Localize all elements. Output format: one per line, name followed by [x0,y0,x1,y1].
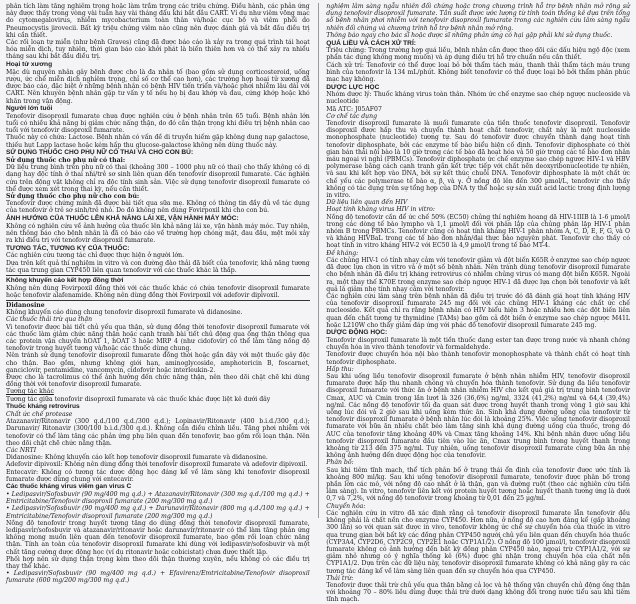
italic-heading: Dữ liệu liên quan đến HIV [326,199,408,207]
subheading: Didanosine [6,301,45,309]
italic-heading: Chuyển hóa: [326,502,366,510]
paragraph: Nên tránh sử dụng tenofovir disoproxil fumarate đồng thời hoặc gần đây với một thuốc gây độc cho thận. Bao gồm, nhưng không giới hạn, aminoglycoside, amphotericin B, foscarnet, ganciclovir, pentamidine, vancomycin, cidofovir hoặc interleukin-2. [6,352,310,374]
paragraph: Dữ liệu trung bình trên phụ nữ có thai (khoảng 300 – 1000 phụ nữ có thai) cho thấy không có dị dạng hay độc tính ở thai nhi/trẻ sơ sinh liên quan đến tenofovir disoproxil fumarate. Các nghiên cứu trên động vật không chỉ ra độc tính sinh sản. Việc sử dụng tenofovir disoproxil fumarate có thể được xem xét trong thai kỳ, nếu cần thiết. [6,164,310,193]
paragraph: Dựa trên kết quả thí nghiệm in vitro và con đường đào thải đã biết của tenofovir, khả năng tương tác qua trung gian CYP450 liên quan tenofovir với các thuốc khác là thấp. [6,259,310,274]
paragraph: Các rối loạn tự miễn (như bệnh Graves) cũng đã được báo cáo là xảy ra trong quá trình tái hoạt hóa miễn dịch, tuy nhiên, thời gian báo cáo khởi phát là biến thiên hơn và có thể xảy ra nhiều tháng sau khi bắt đầu điều trị. [6,39,310,61]
paragraph: Atazanavir/Ritonavir (300 q.d./100 q.d./300 q.d.); Lopinavir/Ritonavir (400 b.i.d./300 q.d.); Darunavir/ Ritonavir (300/100 b.i.d./300 q.d.). Không cần điều chỉnh liều. Tăng phơi nhiễm với tenofovir có thể làm tăng các phản ứng phụ liên quan đến tenofovir, bao gồm rối loạn thận. Nên theo dõi chặt chẽ chức năng thận. [6,418,310,447]
paragraph: Nồng độ tenofovir trong huyết tương tăng do dùng đồng thời tenofovir disoproxil fumarate, ledipasvir/sofosbuvir và atazanavir/ritonavir hoặc darunavir/ritonavir có thể làm tăng phản ứng không mong muốn liên quan đến tenofovir disoproxil fumarate, bao gồm rối loạn chức năng thận. Tính an toàn của tenofovir disoproxil fumarate khi dùng với ledipasvir/sofosbuvir và một chất tăng cường dược động học (ví dụ ritonavir hoặc cobicistat) chưa được thiết lập. [6,519,310,556]
paragraph: Cách xử trí: Tenofovir có thể được loại bỏ bởi thẩm tách máu, thanh thải thẩm tách máu trung bình của tenofovir là 134 mL/phút. Không biết tenofovir có thể được loại bỏ bởi thẩm phân phúc mạc hay không. [326,61,630,83]
paragraph: Tenofovir disoproxil fumarate chưa được nghiên cứu ở bệnh nhân trên 65 tuổi. Bệnh nhân lớn tuổi có nhiều khả năng bị giảm chức năng thận, do đó cần thận trọng khi điều trị bệnh nhân cao tuổi với tenofovir disoproxil fumarate. [6,112,310,135]
paragraph: Các chủng HIV-1 có tính nhạy cảm với tenofovir giảm và đột biến K65R ở enzyme sao chép ngược đã được lựa chọn in vitro và ở một số bệnh nhân. Nên tránh dùng tenofovir disoproxil fumarate cho bệnh nhân đã điều trị kháng retrovirus có nhiễm chủng virus có mang đột biến K65R. Ngoài ra, một thay thế K70E trong enzyme sao chép ngược HIV-1 đã được lựa chọn bởi tenofovir và kết quả là giảm nhẹ tính nhạy cảm với tenofovir. [326,256,630,293]
paragraph: Tenofovir disoproxil fumarate là một tiền thuốc dạng ester tan được trong nước và nhanh chóng chuyển hóa in vivo thành tenofovir và formaldehyde. [326,337,630,352]
section-heading: SỬ DỤNG THUỐC CHO PHỤ NỮ CÓ THAI VÀ CHO CON BÚ: [6,149,194,157]
paragraph: Tương tác giữa tenofovir disoproxil fumarate và các thuốc khác được liệt kê dưới đây [6,395,271,403]
paragraph: Tenofovir được chuyển hóa nội bào thành tenofovir monophosphate và thành chất có hoạt tính tenofovir diphosphate. [326,351,630,366]
paragraph: Các nghiên cứu in vitro đã xác định rằng cả tenofovir disoproxil fumarate lẫn tenofovir đều không phải là chất nền cho enzyme CYP450. Hơn nữa, ở nồng độ cao hơn đáng kể (gấp khoảng 300 lần) so với quan sát được in vivo, tenofovir không ức chế sự chuyển hóa của thuốc in vitro qua trung gian bởi bất kỳ các đồng phân CYP450 người chủ yếu liên quan đến chuyển hóa thuốc (CYP3A4, CYP2D6, CYP2C9, CYP2E1 hoặc CYP1A1/2). Ở nồng độ 100 µmol/l, tenofovir disoproxil fumarate không có ảnh hưởng đến bất kỳ đồng phân CYP450 nào, ngoại trừ CYP1A1/2, với sự giảm nhỏ nhưng có ý nghĩa thống kê (6%) được ghi nhận trong chuyển hóa của chất nền CYP1A1/2. Dựa trên các dữ liệu này, tenofovir disoproxil fumarate không có khả năng gây ra các tương tác đáng kể về lâm sàng liên quan đến sự chuyển hóa qua CYP450. [326,509,630,575]
italic-heading: Thải trừ: [326,574,354,582]
subheading: Sử dụng thuốc cho phụ nữ có thai: [6,156,126,164]
horizontal-rule [6,275,310,276]
paragraph: Adefovir dipivoxil: Không nên dùng đồng thời tenofovir disoproxil fumarate và adefovir dipivoxil. [6,461,308,469]
section-heading: TƯƠNG TÁC, TƯƠNG KỴ CỦA THUỐC: [6,244,130,252]
paragraph: Vì tenofovir được bài tiết chủ yếu qua thận, sử dụng đồng thời tenofovir disoproxil fumarate với các thuốc làm giảm chức năng thận hoặc cạnh tranh bài tiết chủ động qua ống thận thông qua các protein vận chuyển hOAT 1, hOAT 3 hoặc MRP 4 (như cidofovir) có thể làm tăng nồng độ tenofovir trong huyết tương và/hoặc các thuốc dùng chung. [6,323,310,353]
paragraph: Nồng độ tenofovir cần để ức chế 50% (EC50) chủng thí nghiệm hoang dã HIV-1IIIB là 1-6 µmol/l trong các dòng tế bào lympho và 1,1 µmol/l đối với phân lập của chủng phân lập HIV-1 phân nhóm B trong PBMCs. Tenofovir cũng có hoạt tính kháng HIV-1 phân nhóm A, C, D, E, F, G, và O và kháng HIVBaL trong các tế bào đơn nhân/đại thực bào nguyên phát. Tenofovir cho thấy có hoạt tính in vitro kháng HIV-2 với EC50 là 4,9 µmol/l trong tế bào MT-4. [326,213,630,250]
paragraph: Tenofovir được thải trừ chủ yếu qua thận bằng cả lọc và hệ thống vận chuyển chủ động ống thận với khoảng 70 – 80% liều dùng được thải trừ dưới dạng không đổi trong nước tiểu sau khi tiêm tĩnh mạch. [326,581,630,604]
italic-heading: Các thuốc thải trừ qua thận [6,316,93,324]
section-heading: ẢNH HƯỞNG CỦA THUỐC LÊN KHẢ NĂNG LÁI XE, VẬN HÀNH MÁY MÓC: [6,215,239,223]
paragraph: Phối hợp nên sử dụng thận trọng kèm theo dõi thận thường xuyên, nếu không có các điều trị thay thế khác. [6,555,310,571]
italic-heading: Chất ức chế protease [6,410,73,418]
underlined-heading: Tương tác khác [6,388,54,396]
paragraph: Không có nghiên cứu về ảnh hưởng của thuốc lên khả năng lái xe, vận hành máy móc. Tuy nhiên, nên thông báo cho bệnh nhân là đã có báo cáo về trường hợp chóng mặt, đau đầu, mệt mỏi xảy ra khi điều trị với tenofovir disoproxil fumarate. [6,222,310,245]
paragraph: Mặc dù nguyên nhân gây bệnh được cho là đa nhân tố (bao gồm sử dụng corticosteroid, uống rượu, ức chế miễn dịch nghiêm trọng, chỉ số cơ thể cao hơn), các trường hợp hoại tử xương đã được báo cáo, đặc biệt ở những bệnh nhân có bệnh HIV tiến triển và/hoặc phơi nhiễm lâu dài với CART. Nên khuyên bệnh nhân gặp tư vấn y tế nếu họ bị đau khớp và đau, cứng khớp hoặc khó khăn trong vận động. [6,68,310,105]
paragraph: Không nên dùng Fovirpoxil đồng thời với các thuốc khác có chứa tenofovir disoproxil fumarate hoặc tenofovir alafenamide. Không nên dùng đồng thời Fovirpoxil với adefovir dipivoxil. [6,284,310,299]
italic-heading: Phân bố: [326,459,354,467]
italic-heading: Thông báo ngay cho bác sĩ hoặc dược sĩ những phản ứng có hại gặp phải khi sử dụng thuốc. [326,31,613,39]
italic-heading: Cơ chế tác dụng [326,112,378,120]
bullet-item: • Ledipasvir/Sofosbuvir (90 mg/400 mg q.d.) + Efavirenz/Emtricitabine/Tenofovir disoproxil fumarate (600 mg/200 mg/300 mg q.d.) [6,570,310,584]
italic-heading: Hấp thu: [326,365,354,373]
paragraph: Tenofovir disoproxil fumarate là muối fumarate của tiền thuốc tenofovir disoproxil. Tenofovir disoproxil được hấp thu và chuyển thành hoạt chất tenofovir, chất này là một nucleoside monophosphate (nucleotide) tương tự. Sau đó tenofovir được chuyển thành dạng hoạt tính tenofovir diphosphate, bởi các enzyme tế bào biểu hiện cố định. Tenofovir diphosphate có thời gian bán thải nội bào là 10 giờ trong các tế bào đã hoạt hóa và 50 giờ trong các tế bào đơn nhân máu ngoại vi nghỉ (PBMCs). Tenofovir diphosphate ức chế enzyme sao chép ngược HIV-1 và HBV polymerase bằng cách cạnh tranh gắn kết trực tiếp với chất nền deoxyribonucleotide tự nhiên, và sau khi kết hợp vào DNA, bởi sự kết thúc chuỗi DNA. Tenofovir diphosphate là một chất ức chế yếu các polymerase tế bào α, β, và γ. Ở nồng độ lên đến 300 µmol/L, tenofovir cho thấy không có tác dụng trên sự tổng hợp của DNA ty thể hoặc sự sản xuất acid lactic trong định lượng in vitro. [326,120,630,200]
section-heading: Hoại tử xương [6,61,53,69]
left-column [6,3,310,585]
paragraph: Nhóm dược lý: Thuốc kháng virus toàn thân. Nhóm ức chế enzyme sao chép ngược nucleoside và nucleotide [326,91,630,106]
italic-heading: Các NRTI [6,446,37,454]
section-heading: QUÁ LIỀU VÀ CÁCH XỬ TRÍ: [326,39,416,47]
section-heading: Các thuốc kháng virus viêm gan virus C [6,483,132,491]
italic-heading: Đề kháng: [326,249,359,257]
section-heading: DƯỢC ĐỘNG HỌC: [326,329,388,337]
section-heading: Người lớn tuổi [6,105,53,113]
paragraph: Triệu chứng: Trong trường hợp quá liều, bệnh nhân cần được theo dõi các dấu hiệu ngộ độc (xem phần tác dụng không mong muốn) và áp dụng điều trị hỗ trợ chuẩn nếu cần thiết. [326,47,630,62]
section-heading: Không khuyến cáo kết hợp đồng thời [6,276,124,284]
paragraph: Các nghiên cứu tương tác chỉ được thực hiện ở người lớn. [6,252,185,260]
paragraph: Entecavir: Không có tương tác dược động học đáng kể về lâm sàng khi tenofovir disoproxil fumarate được dùng chung với entecavir. [6,468,310,483]
bullet-item: • Ledipasvir/Sofosbuvir (90 mg/400 mg q.d.) + Atazanavir/Ritonavir (300 mg q.d./100 mg q.d.) + Emtricitabine/Tenofovir disoproxil fumarate (200 mg/300 mg q.d.) [6,491,310,505]
paragraph: Sau khi tiêm tĩnh mạch, thể tích phân bố ở trạng thái ổn định của tenofovir được ước tính là khoảng 800 ml/kg. Sau khi uống tenofovir disoproxil fumarate, tenofovir được phân bố trong phần lớn các mô, với nồng độ cao nhất ở là thận, gan và đường ruột (theo các nghiên cứu tiền lâm sàng). In vitro, tenofovir liên kết với protein huyết tương hoặc huyết thanh tương ứng là dưới 0,7 và 7,2%, với nồng độ tenofovir trong khoảng từ 0,01 đến 25 µg/ml. [326,466,630,503]
paragraph: Tenofovir được chứng minh đã được bài tiết qua sữa mẹ. Không có thông tin đầy đủ về tác dụng của tenofovir ở trẻ sơ sinh/trẻ nhỏ. Do đó không nên dùng Fovirpoxil khi cho con bú. [6,200,310,215]
section-heading: Thuốc kháng retrovirus [6,403,80,411]
horizontal-rule [6,300,310,301]
bullet-item: • Ledipasvir/Sofosbuvir (90 mg/400 mg q.d.) + Darunavir/Ritonavir (800 mg q.d./100 mg q.d.) + Emtricitabine/Tenofovir disoproxil fumarate (200 mg/300 mg q.d.) [6,505,310,519]
italic-heading: Hoạt tính kháng virus HIV in vitro: [326,206,435,214]
paragraph: Didanosine: Không khuyến cáo kết hợp tenofovir disoproxil fumarate và didanosine. [6,454,268,462]
column-divider [318,3,319,518]
paragraph: Mã ATC: J05AF07 [326,105,382,113]
paragraph: phân tích làm tăng nghiêm trọng hoặc làm trầm trọng các triệu chứng. Điều hành, các phản ứng này được thấy trong vòng vài tuần hay vài tháng đầu khi bắt đầu CART. Ví dụ như viêm võng mạc do cytomegalovirus, nhiễm mycobacterium toàn thân và/hoặc cục bộ và viêm phổi do Pneumocystis jirovecii. Bất kỳ triệu chứng viêm nào cũng nên được đánh giá và bắt đầu điều trị khi cần thiết. [6,3,310,39]
section-heading: DƯỢC LỰC HỌC [326,83,380,91]
right-column [326,3,630,604]
italic-heading: nghiệm lâm sàng ngẫu nhiên đối chứng hoặc trong chương trình hỗ trợ bệnh nhân mở rộng sử dụng tenofovir disoproxil fumarate. Tần suất được ước lượng từ tính toán thống kê dựa trên tổng số bệnh nhân phơi nhiễm với tenofovir disoproxil fumarate trong các nghiên cứu lâm sàng ngẫu nhiên đối chứng và chương trình hỗ trợ bệnh nhân mở rộng. [326,3,630,32]
paragraph: Được cho là tacrolimus có thể ảnh hưởng đến chức năng thận, nên theo dõi chặt chẽ khi dùng đồng thời với tenofovir disoproxil fumarate. [6,374,310,389]
paragraph: Không khuyến cáo dùng chung tenofovir disoproxil fumarate và didanosine. [6,309,243,317]
subheading: Sử dụng thuốc cho phụ nữ cho con bú: [6,192,140,200]
paragraph: Các nghiên cứu lâm sàng trên bệnh nhân đã điều trị trước đó đã đánh giá hoạt tính kháng HIV của tenofovir disoproxil fumarate 245 mg đối với các chủng HIV-1 kháng các chất ức chế nucleoside. Kết quả chỉ ra rằng bệnh nhân có HIV biểu hiện 3 hoặc nhiều hơn các đột biến liên quan đến chất tương tự thymidine (TAMs) bao gồm cả đột biến ở enzyme sao chép ngược M41L hoặc L210W cho thấy giảm đáp ứng với phác đồ tenofovir disoproxil fumarate 245 mg. [326,292,630,329]
paragraph: Thuốc này có chứa: Lactose. Bệnh nhân có vấn đề di truyền hiếm gặp không dung nạp galactose, thiếu hụt Lapp lactase hoặc kém hấp thu glucose-galactose không nên dùng thuốc này. [6,134,310,149]
paragraph: Sau khi uống liều tenofovir disoproxil fumarate ở bệnh nhân nhiễm HIV, tenofovir disoproxil fumarate được hấp thu nhanh chóng và chuyển hóa thành tenofovir. Sử dụng đa liều tenofovir disoproxil fumarate với thức ăn ở bệnh nhân nhiễm HIV cho kết quả giá trị trung bình tenofovir Cmax, AUC và Cmin trong lần lượt là 326 (36,6%) ng/ml, 3324 (41,2%) ng/ml và 64,4 (39,4%) ng/ml. Các nồng độ tenofovir tối đa quan sát được trong huyết thanh trong vòng 1 giờ sau khi uống lúc đói và 2 giờ sau khi uống kèm thức ăn. Sinh khả dụng đường uống của tenofovir từ tenofovir disoproxil fumarate ở bệnh nhân lúc đói là khoảng 25%. Việc uống tenofovir disoproxil fumarate với bữa ăn nhiều chất béo làm tăng sinh khả dụng đường uống của thuốc, trong đó AUC của tenofovir tăng khoảng 40% và Cmax tăng khoảng 14%. Khi bệnh nhân được uống liều tenofovir disoproxil fumarate đầu tiên vào lúc ăn, Cmax trung bình trong huyết thanh trong khoảng từ 213 đến 375 ng/ml. Tuy nhiên, uống tenofovir disoproxil fumarate cùng bữa ăn nhẹ không ảnh hưởng đến dược động học của tenofovir. [326,373,630,460]
